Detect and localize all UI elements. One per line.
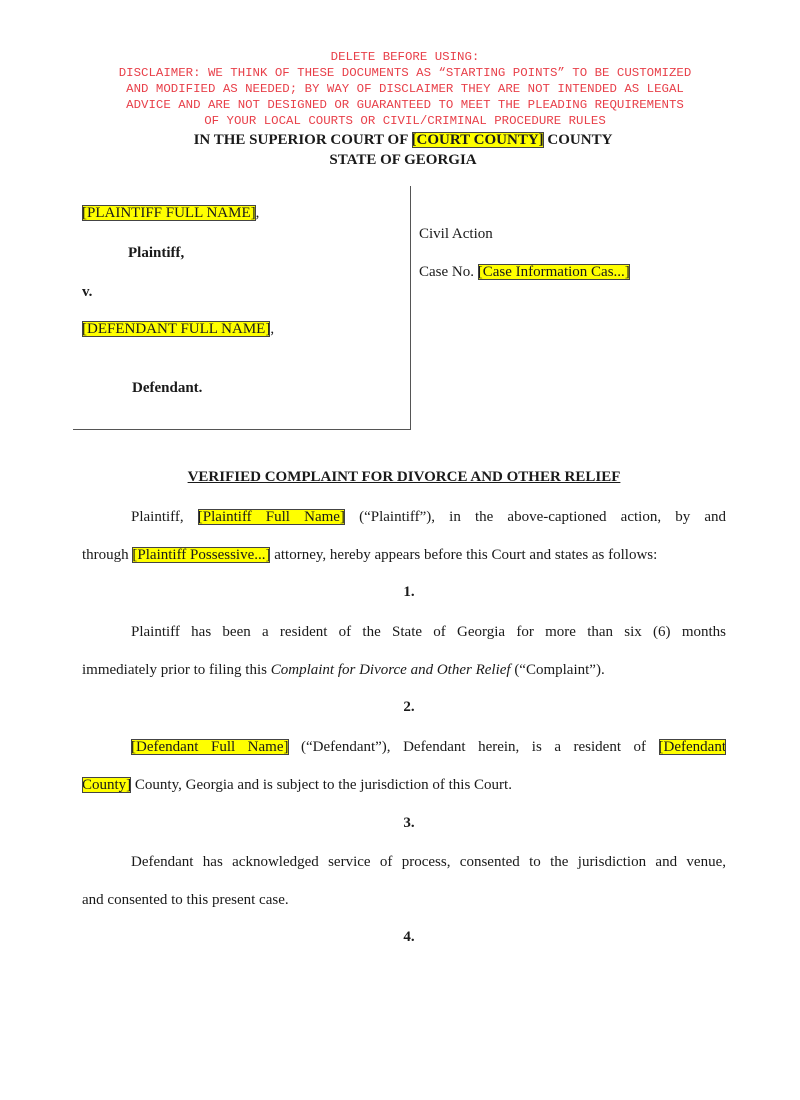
plaintiff-name-inline-field[interactable]: [Plaintiff Full Name] (197, 509, 345, 525)
section-2-line-2 (82, 775, 726, 795)
plaintiff-name-field[interactable]: [PLAINTIFF FULL NAME] (82, 205, 256, 221)
disclaimer-block (60, 49, 750, 129)
defendant-role: Defendant. (132, 380, 203, 396)
intro-line-1 (82, 507, 726, 527)
section-text: County, Georgia and is subject to the jurisdiction of this Court. (134, 777, 512, 793)
defendant-name-inline-field[interactable]: [Defendant Full Name] (131, 739, 289, 755)
section-number: 2. (403, 699, 415, 715)
intro-text: attorney, hereby appears before this Court and states as follows: (274, 547, 658, 563)
intro-line-2 (82, 545, 726, 565)
section-1-line-1: Plaintiff has been a resident of the State of Georgia for more than six (6) months (131, 624, 726, 640)
case-no-label: Case No. (419, 264, 474, 280)
defendant-name-field[interactable]: [DEFENDANT FULL NAME] (82, 321, 271, 337)
disclaimer-line: ADVICE AND ARE NOT DESIGNED OR GUARANTEED TO MEET THE PLEADING REQUIREMENTS (126, 98, 684, 112)
section-number: 4. (403, 929, 415, 945)
plaintiff-role: Plaintiff, (128, 245, 185, 261)
section-3-line-2: and consented to this present case. (82, 892, 289, 908)
intro-text: through (82, 547, 129, 563)
caption-divider-horizontal (73, 429, 411, 430)
defendant-comma: , (270, 321, 275, 337)
court-state: STATE OF GEORGIA (329, 152, 477, 168)
document-title: VERIFIED COMPLAINT FOR DIVORCE AND OTHER RELIEF (187, 469, 621, 485)
plaintiff-comma: , (255, 205, 260, 221)
intro-text: (“Plaintiff”), in the above-captioned action, by and (359, 509, 727, 525)
case-number-line (419, 264, 630, 281)
intro-text: Plaintiff, (131, 509, 184, 525)
section-italic-text: Complaint for Divorce and Other Relief (270, 662, 511, 678)
section-number: 1. (403, 584, 415, 600)
plaintiff-possessive-field[interactable]: [Plaintiff Possessive...] (132, 547, 271, 563)
disclaimer-line: DISCLAIMER: WE THINK OF THESE DOCUMENTS AS “STARTING POINTS” TO BE CUSTOMIZED (118, 66, 692, 80)
defendant-county-field[interactable]: [Defendant (658, 739, 727, 755)
section-text: (“Defendant”), Defendant herein, is a resident of (301, 739, 647, 755)
civil-action-label: Civil Action (419, 226, 493, 242)
section-text: immediately prior to filing this (82, 662, 267, 678)
caption-divider-vertical (410, 186, 411, 430)
case-number-field[interactable]: [Case Information Cas...] (477, 264, 630, 280)
section-text: (“Complaint”). (514, 662, 605, 678)
versus-label: v. (82, 284, 93, 300)
court-county-field[interactable]: [COURT COUNTY] (411, 132, 544, 148)
court-prefix: IN THE SUPERIOR COURT OF (193, 132, 408, 148)
court-header (0, 130, 800, 170)
court-suffix: COUNTY (547, 132, 613, 148)
disclaimer-line: OF YOUR LOCAL COURTS OR CIVIL/CRIMINAL PROCEDURE RULES (204, 114, 606, 128)
disclaimer-line: AND MODIFIED AS NEEDED; BY WAY OF DISCLAIMER THEY ARE NOT INTENDED AS LEGAL (126, 82, 684, 96)
section-number: 3. (403, 815, 415, 831)
defendant-county-field-continued[interactable]: County] (82, 777, 132, 793)
section-3-line-1: Defendant has acknowledged service of process, consented to the jurisdiction and venue, (131, 854, 726, 870)
section-1-line-2 (82, 660, 726, 680)
section-2-line-1 (82, 737, 726, 757)
disclaimer-line: DELETE BEFORE USING: (330, 50, 480, 64)
